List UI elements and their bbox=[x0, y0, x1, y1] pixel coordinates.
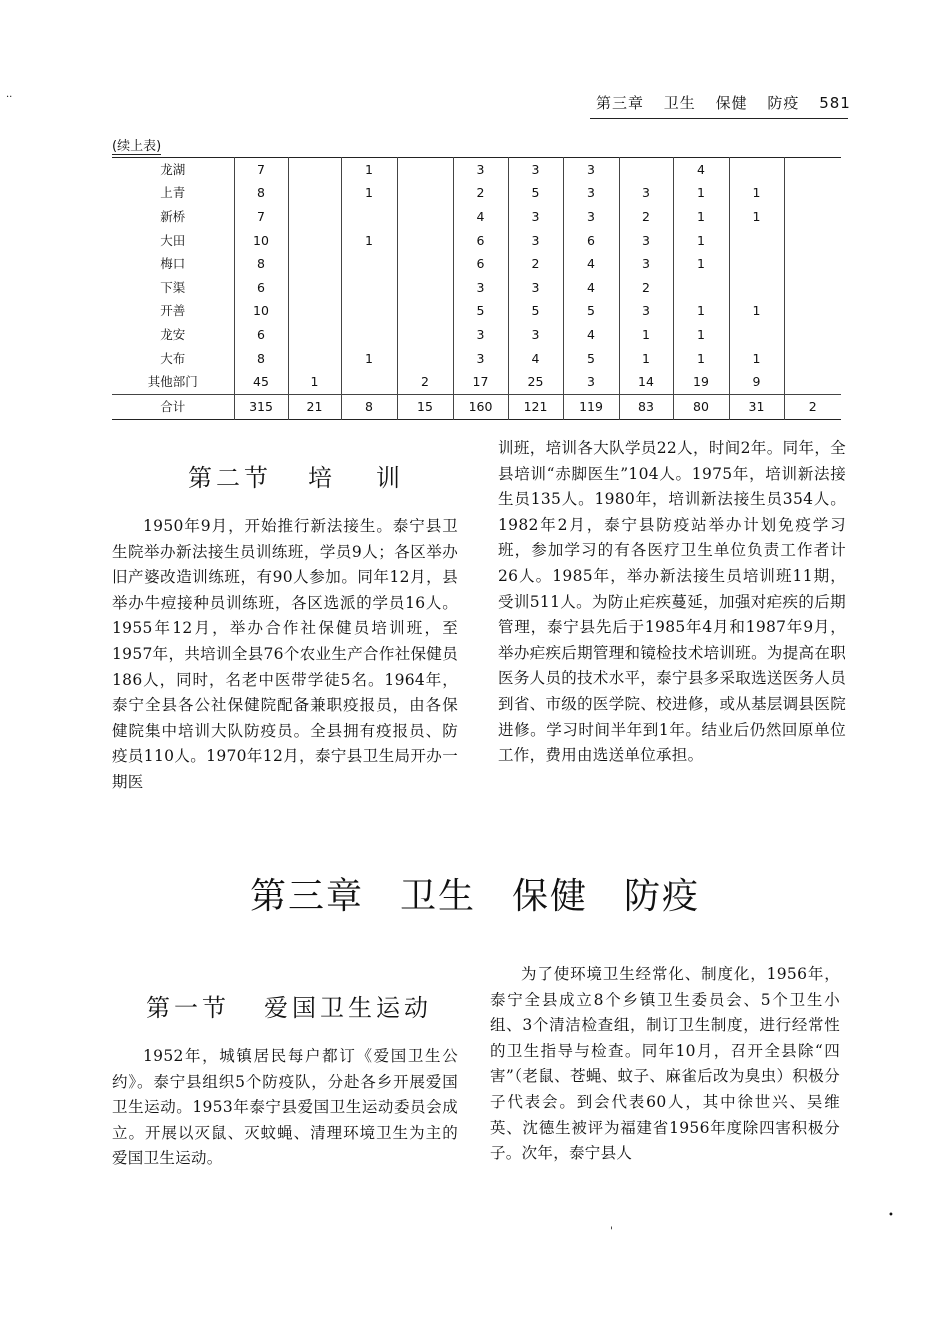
table-cell: 4 bbox=[563, 252, 619, 276]
table-cell: 4 bbox=[563, 276, 619, 300]
table-cell bbox=[397, 252, 453, 276]
table-cell: 6 bbox=[563, 229, 619, 253]
table-cell: 7 bbox=[234, 205, 288, 229]
section1-left-column bbox=[112, 1044, 458, 1172]
scan-speck: ·‧ bbox=[6, 92, 13, 103]
section1-paragraph-right: 为了使环境卫生经常化、制度化，1956年，泰宁全县成立8个乡镇卫生委员会、5个卫生小组、3个清洁检查组，制订卫生制度，进行经常性的卫生指导与检查。同年10月，召开全县除“四害”（老鼠、苍蝇、蚊子、麻雀后改为臭虫）积极分子代表会。到会代表60人，其中徐世兴、吴维英、沈德生被评为福建省1956年度除四害积极分子。次年，泰宁县人 bbox=[490, 965, 840, 1163]
table-cell: 2 bbox=[508, 252, 563, 276]
table-row bbox=[112, 252, 841, 276]
table-cell: 4 bbox=[453, 205, 508, 229]
table-cell bbox=[784, 347, 841, 371]
table-cell: 31 bbox=[729, 394, 784, 419]
table-row bbox=[112, 370, 841, 394]
table-cell bbox=[784, 158, 841, 182]
table-cell: 14 bbox=[619, 370, 673, 394]
table-cell: 315 bbox=[234, 394, 288, 419]
section1-title-text: 爱国卫生运动 bbox=[264, 994, 432, 1022]
table-row bbox=[112, 323, 841, 347]
table-cell: 3 bbox=[563, 182, 619, 206]
table-cell: 3 bbox=[508, 276, 563, 300]
table-cell bbox=[729, 229, 784, 253]
table-cell: 1 bbox=[673, 300, 729, 324]
table-cell: 1 bbox=[619, 347, 673, 371]
table-cell bbox=[784, 276, 841, 300]
table-cell: 2 bbox=[784, 394, 841, 419]
table-cell bbox=[729, 158, 784, 182]
table-cell: 6 bbox=[453, 229, 508, 253]
table-cell bbox=[784, 205, 841, 229]
row-label-cell: 龙安 bbox=[160, 326, 186, 342]
table-cell: 21 bbox=[288, 394, 341, 419]
header-part1: 卫生 bbox=[663, 94, 696, 112]
table-cell: 17 bbox=[453, 370, 508, 394]
section2-title bbox=[188, 458, 404, 493]
table-cell: 3 bbox=[453, 323, 508, 347]
table-cell: 1 bbox=[729, 347, 784, 371]
section2-paragraph-right: 训班，培训各大队学员22人，时间2年。同年，全县培训“赤脚医生”104人。1975年，培训新法接生员135人。1980年，培训新法接生员354人。1982年2月，泰宁县防疫站举办计划免疫学习班，参加学习的有各医疗卫生单位负责工作者计26人。1985年，举办新法接生员培训班11期，受训511人。为防止疟疾蔓延，加强对疟疾的后期管理，泰宁县先后于1985年4月和1987年9月，举办疟疾后期管理和镜检技术培训班。为提高在职医务人员的技术水平，泰宁县多采取选送医务人员到省、市级的医学院、校进修，或从基层调县医院进修。学习时间半年到1年。结业后仍然回原单位工作，费用由选送单位承担。 bbox=[498, 439, 846, 765]
table-cell: 1 bbox=[673, 323, 729, 347]
table-continued-label: (续上表) bbox=[112, 139, 162, 154]
table-cell: 1 bbox=[673, 229, 729, 253]
page-number: 581 bbox=[819, 94, 851, 112]
section1-right-column bbox=[490, 962, 840, 1167]
table-cell: 10 bbox=[234, 229, 288, 253]
table-cell: 3 bbox=[508, 158, 563, 182]
table-cell bbox=[341, 276, 397, 300]
table-cell bbox=[288, 229, 341, 253]
table-cell: 3 bbox=[619, 229, 673, 253]
section1-title bbox=[146, 988, 432, 1023]
table-cell bbox=[288, 323, 341, 347]
row-label-cell: 下渠 bbox=[160, 279, 186, 295]
table-cell bbox=[341, 370, 397, 394]
table-cell: 8 bbox=[234, 252, 288, 276]
table-cell: 1 bbox=[341, 158, 397, 182]
table-cell bbox=[397, 158, 453, 182]
table-cell: 45 bbox=[234, 370, 288, 394]
table-cell: 3 bbox=[453, 276, 508, 300]
chapter-title bbox=[0, 868, 950, 919]
table-cell: 2 bbox=[619, 276, 673, 300]
table-cell: 5 bbox=[453, 300, 508, 324]
table-cell: 4 bbox=[563, 323, 619, 347]
row-label-cell: 大田 bbox=[160, 232, 186, 248]
chapter-number: 第三章 bbox=[249, 876, 364, 917]
table-cell bbox=[288, 182, 341, 206]
table-cell bbox=[729, 323, 784, 347]
chapter-word3: 防疫 bbox=[624, 876, 701, 917]
table-cell bbox=[288, 158, 341, 182]
section2-right-column bbox=[498, 436, 846, 769]
table-cell bbox=[288, 252, 341, 276]
table-row bbox=[112, 347, 841, 371]
table-cell: 8 bbox=[234, 347, 288, 371]
table-cell bbox=[397, 347, 453, 371]
table-cell: 1 bbox=[288, 370, 341, 394]
row-label-cell: 梅口 bbox=[160, 256, 186, 272]
table-cell bbox=[784, 323, 841, 347]
table-cell bbox=[729, 276, 784, 300]
table-cell: 1 bbox=[729, 182, 784, 206]
table-cell: 1 bbox=[619, 323, 673, 347]
table-cell: 3 bbox=[453, 347, 508, 371]
table-cell: 5 bbox=[563, 347, 619, 371]
table-row bbox=[112, 205, 841, 229]
table-cell: 3 bbox=[453, 158, 508, 182]
table-cell: 3 bbox=[563, 158, 619, 182]
section1-title-number: 第一节 bbox=[146, 994, 230, 1022]
table-cell: 3 bbox=[508, 323, 563, 347]
table-cell bbox=[784, 300, 841, 324]
section1-paragraph-left: 1952年，城镇居民每户都订《爱国卫生公约》。泰宁县组织5个防疫队，分赴各乡开展爱国卫生运动。1953年泰宁县爱国卫生运动委员会成立。开展以灭鼠、灭蚊蝇、清理环境卫生为主的爱国卫生运动。 bbox=[112, 1047, 458, 1168]
table-cell: 160 bbox=[453, 394, 508, 419]
section2-left-column bbox=[112, 514, 458, 796]
section2-title-word1: 培 bbox=[308, 464, 336, 492]
table-cell bbox=[784, 229, 841, 253]
table-row bbox=[112, 300, 841, 324]
section2-paragraph-left: 1950年9月，开始推行新法接生。泰宁县卫生院举办新法接生员训练班，学员9人；各区举办旧产婆改造训练班，有90人参加。同年12月，县举办牛痘接种员训练班，各区选派的学员16人。1955年12月，举办合作社保健员培训班，至1957年，共培训全县76个农业生产合作社保健员186人，同时，名老中医带学徒5名。1964年，泰宁全县各公社保健院配备兼职疫报员，由各保健院集中培训大队防疫员。全县拥有疫报员、防疫员110人。1970年12月，泰宁县卫生局开办一期医 bbox=[112, 517, 458, 791]
table-cell: 3 bbox=[619, 252, 673, 276]
table-cell bbox=[784, 182, 841, 206]
table-cell: 3 bbox=[619, 182, 673, 206]
table-cell: 5 bbox=[563, 300, 619, 324]
table-cell bbox=[397, 205, 453, 229]
table-cell bbox=[341, 252, 397, 276]
header-rule bbox=[590, 118, 848, 119]
table-cell: 25 bbox=[508, 370, 563, 394]
table-cell: 2 bbox=[619, 205, 673, 229]
table-cell: 4 bbox=[508, 347, 563, 371]
table-cell: 2 bbox=[453, 182, 508, 206]
row-label-cell: 开善 bbox=[160, 303, 186, 319]
table-cell: 8 bbox=[341, 394, 397, 419]
table-cell bbox=[619, 158, 673, 182]
table-cell bbox=[341, 205, 397, 229]
table-cell: 80 bbox=[673, 394, 729, 419]
table-cell bbox=[397, 229, 453, 253]
table-row bbox=[112, 276, 841, 300]
table-cell bbox=[729, 252, 784, 276]
table-cell bbox=[288, 276, 341, 300]
table-cell bbox=[784, 252, 841, 276]
table-cell bbox=[341, 300, 397, 324]
statistics-table bbox=[112, 157, 841, 420]
scan-speck: • bbox=[888, 1210, 894, 1221]
running-header bbox=[596, 92, 865, 113]
table-row bbox=[112, 182, 841, 206]
table-cell: 1 bbox=[729, 300, 784, 324]
table-cell: 1 bbox=[673, 205, 729, 229]
table-cell: 83 bbox=[619, 394, 673, 419]
table-cell: 3 bbox=[563, 205, 619, 229]
row-label-cell: 其他部门 bbox=[147, 374, 198, 390]
table-cell: 5 bbox=[508, 300, 563, 324]
row-label-cell: 上青 bbox=[160, 185, 186, 201]
chapter-word2: 保健 bbox=[512, 876, 589, 917]
table-cell bbox=[397, 300, 453, 324]
chapter-word1: 卫生 bbox=[399, 876, 476, 917]
table-cell bbox=[397, 276, 453, 300]
table-cell: 15 bbox=[397, 394, 453, 419]
table-cell: 3 bbox=[508, 229, 563, 253]
table-cell: 10 bbox=[234, 300, 288, 324]
table-cell: 8 bbox=[234, 182, 288, 206]
table-cell bbox=[397, 323, 453, 347]
table-cell: 119 bbox=[563, 394, 619, 419]
table-cell: 1 bbox=[729, 205, 784, 229]
table-cell: 121 bbox=[508, 394, 563, 419]
scan-speck: ' bbox=[610, 1226, 613, 1237]
table-cell: 6 bbox=[234, 323, 288, 347]
table-cell: 1 bbox=[673, 347, 729, 371]
table-cell: 6 bbox=[234, 276, 288, 300]
table-cell: 1 bbox=[673, 252, 729, 276]
table-cell: 9 bbox=[729, 370, 784, 394]
table-row bbox=[112, 158, 841, 182]
table-cell: 1 bbox=[341, 347, 397, 371]
table-cell: 3 bbox=[563, 370, 619, 394]
table-cell: 5 bbox=[508, 182, 563, 206]
table-row bbox=[112, 229, 841, 253]
section2-title-number: 第二节 bbox=[188, 464, 272, 492]
table-cell: 4 bbox=[673, 158, 729, 182]
table-cell: 1 bbox=[673, 182, 729, 206]
table-cell bbox=[341, 323, 397, 347]
table-cell bbox=[288, 347, 341, 371]
table-cell bbox=[673, 276, 729, 300]
header-part2: 保健 bbox=[715, 94, 748, 112]
table-cell: 3 bbox=[619, 300, 673, 324]
table-cell bbox=[288, 205, 341, 229]
row-label-cell: 大布 bbox=[160, 350, 186, 366]
table-cell: 1 bbox=[341, 229, 397, 253]
table-cell: 1 bbox=[341, 182, 397, 206]
table-cell: 7 bbox=[234, 158, 288, 182]
header-chapter: 第三章 bbox=[596, 94, 645, 112]
table-cell: 2 bbox=[397, 370, 453, 394]
table-cell: 6 bbox=[453, 252, 508, 276]
row-label-cell: 合计 bbox=[112, 394, 234, 419]
section2-title-word2: 训 bbox=[376, 464, 404, 492]
table-cell: 3 bbox=[508, 205, 563, 229]
header-part3: 防疫 bbox=[767, 94, 800, 112]
table-cell bbox=[288, 300, 341, 324]
table-total-row bbox=[112, 394, 841, 419]
table-cell bbox=[397, 182, 453, 206]
table-cell bbox=[784, 370, 841, 394]
row-label-cell: 新桥 bbox=[160, 208, 186, 224]
row-label-cell: 龙湖 bbox=[160, 161, 186, 177]
table-cell: 19 bbox=[673, 370, 729, 394]
